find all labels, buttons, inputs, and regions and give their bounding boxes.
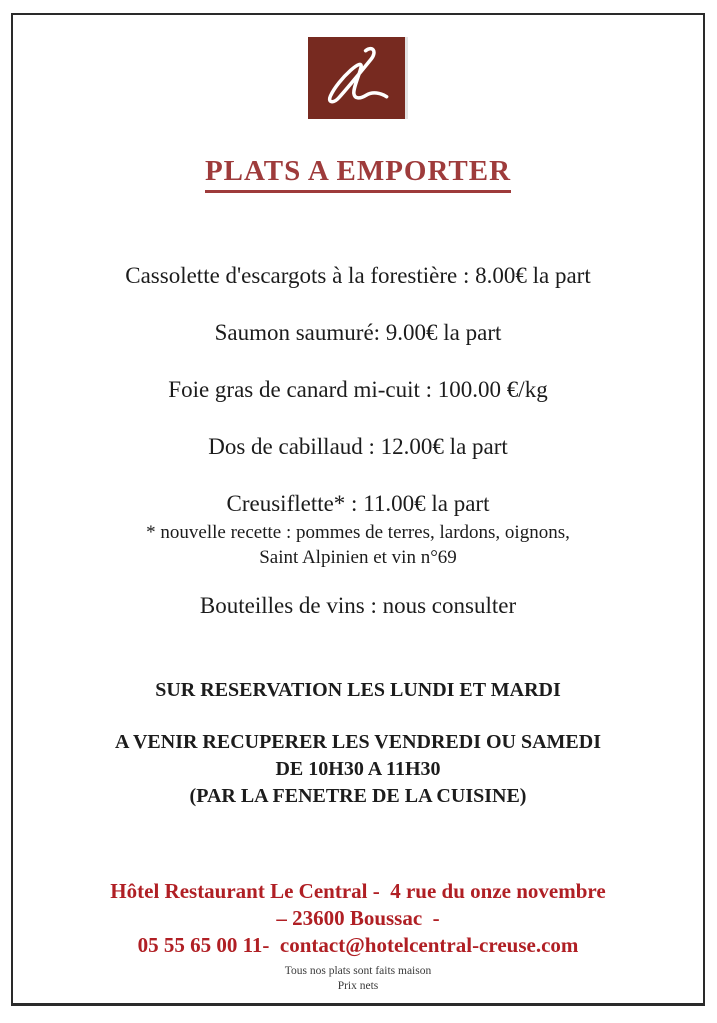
menu-item-creusiflette: Creusiflette* : 11.00€ la part — [226, 491, 490, 516]
page-title — [14, 155, 702, 193]
menu-content — [14, 15, 702, 1003]
menu-item-cabillaud: Dos de cabillaud : 12.00€ la part — [208, 434, 508, 459]
contact-name-address: Hôtel Restaurant Le Central - 4 rue du onze novembre — [110, 879, 606, 903]
footnote-homemade: Tous nos plats sont faits maison — [284, 965, 432, 977]
creusiflette-note — [14, 520, 702, 570]
contact-block — [14, 878, 702, 959]
pickup-window: (PAR LA FENETRE DE LA CUISINE) — [189, 785, 527, 807]
reservation-notice: SUR RESERVATION LES LUNDI ET MARDI — [155, 679, 561, 701]
menu-item-foie-gras: Foie gras de canard mi-cuit : 100.00 €/kg — [168, 377, 548, 402]
menu-item-vins: Bouteilles de vins : nous consulter — [199, 593, 517, 618]
contact-phone-email: 05 55 65 00 11- contact@hotelcentral-creuse.com — [137, 933, 579, 957]
pickup-hours: DE 10H30 A 11H30 — [275, 758, 441, 780]
menu-item-saumon: Saumon saumuré: 9.00€ la part — [214, 320, 502, 345]
contact-city: – 23600 Boussac - — [276, 906, 440, 930]
creusiflette-note-line-2: Saint Alpinien et vin n°69 — [259, 547, 457, 568]
page-title-text: PLATS A EMPORTER — [205, 155, 511, 193]
hotel-logo — [308, 37, 408, 119]
menu-item-cassolette: Cassolette d'escargots à la forestière : 8.00€ la part — [125, 263, 591, 288]
footnote-prix-nets: Prix nets — [337, 980, 379, 992]
script-h-icon — [318, 43, 396, 113]
pickup-days: A VENIR RECUPERER LES VENDREDI OU SAMEDI — [114, 731, 601, 753]
pickup-instructions — [14, 729, 702, 810]
creusiflette-note-line-1: * nouvelle recette : pommes de terres, lardons, oignons, — [146, 522, 570, 543]
footnote-block — [14, 964, 702, 994]
